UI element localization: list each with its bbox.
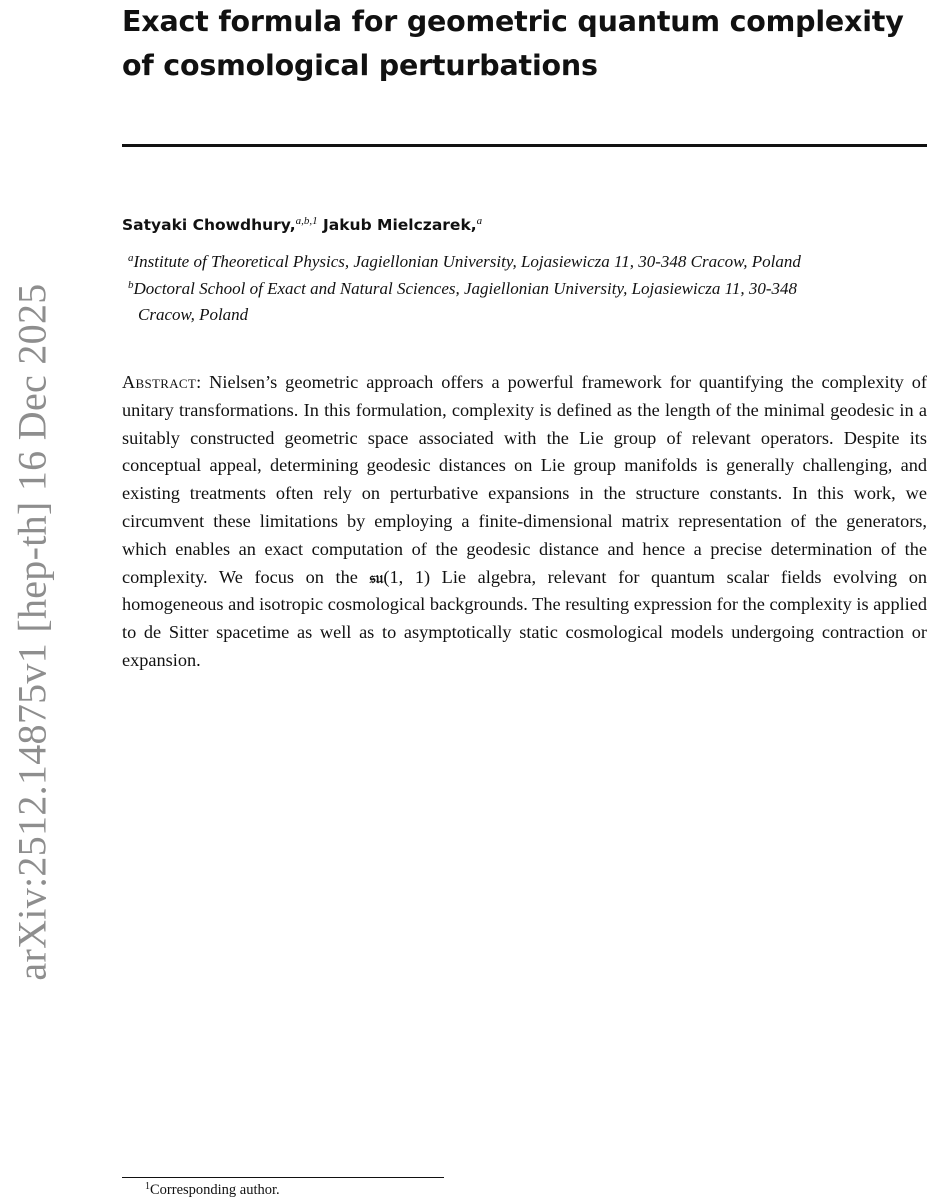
affiliation-b: [128, 276, 928, 328]
lie-algebra-args: (1, 1): [383, 566, 431, 587]
author-affiliation-marks: a,b,1: [295, 215, 318, 227]
author-list: [122, 216, 482, 234]
affiliation-text-continued: Cracow, Poland: [138, 305, 249, 324]
author-name: Satyaki Chowdhury,: [122, 216, 296, 234]
affiliation-text: Institute of Theoretical Physics, Jagiellonian University, Lojasiewicza 11, 30-348 Cracow, Poland: [133, 252, 801, 271]
abstract-text: : Nielsen’s geometric approach offers a powerful framework for quantifying the complexity of unitary transformations. In this formulation, complexity is defined as the length of the minimal geodesic in a suitably constructed geometric space associated with the Lie group of relevant operators. Despite its conceptual appeal, determining geodesic distances on Lie group manifolds is generally challenging, and existing treatments often rely on perturbative expansions in the structure constants. In this work, we circumvent these limitations by employing a finite-dimensional matrix representation of the generators, which enables an exact computation of the geodesic distance and hence a precise determination of the complexity. We focus on the: [122, 372, 927, 587]
abstract-label: Abstract: [122, 372, 197, 392]
affiliation-a: [128, 249, 928, 275]
title-divider: [122, 144, 927, 147]
author-affiliation-marks: a: [476, 215, 483, 227]
affiliation-mark: b: [128, 279, 134, 291]
affiliation-text: Doctoral School of Exact and Natural Sciences, Jagiellonian University, Lojasiewicza 11, 30-348: [133, 279, 798, 298]
abstract-text-continued: Lie algebra, relevant for quantum scalar fields evolving on homogeneous and isotropic cosmological backgrounds. The resulting expression for the complexity is applied to de Sitter spacetime as well as to asymptotically static cosmological models undergoing contraction or expansion.: [122, 566, 927, 670]
author-name: Jakub Mielczarek,: [323, 216, 477, 234]
footnote-mark: 1: [145, 1181, 150, 1192]
lie-algebra-symbol: 𝔰𝔲: [369, 567, 384, 587]
footnote-text: Corresponding author.: [150, 1182, 280, 1198]
affiliation-mark: a: [128, 252, 134, 264]
paper-title: Exact formula for geometric quantum complexity of cosmological perturbations: [122, 5, 904, 82]
footnote-divider: [122, 1177, 444, 1178]
abstract: [122, 369, 927, 675]
footnote: [145, 1181, 280, 1199]
arxiv-identifier: arXiv:2512.14875v1 [hep-th] 16 Dec 2025: [9, 283, 55, 981]
